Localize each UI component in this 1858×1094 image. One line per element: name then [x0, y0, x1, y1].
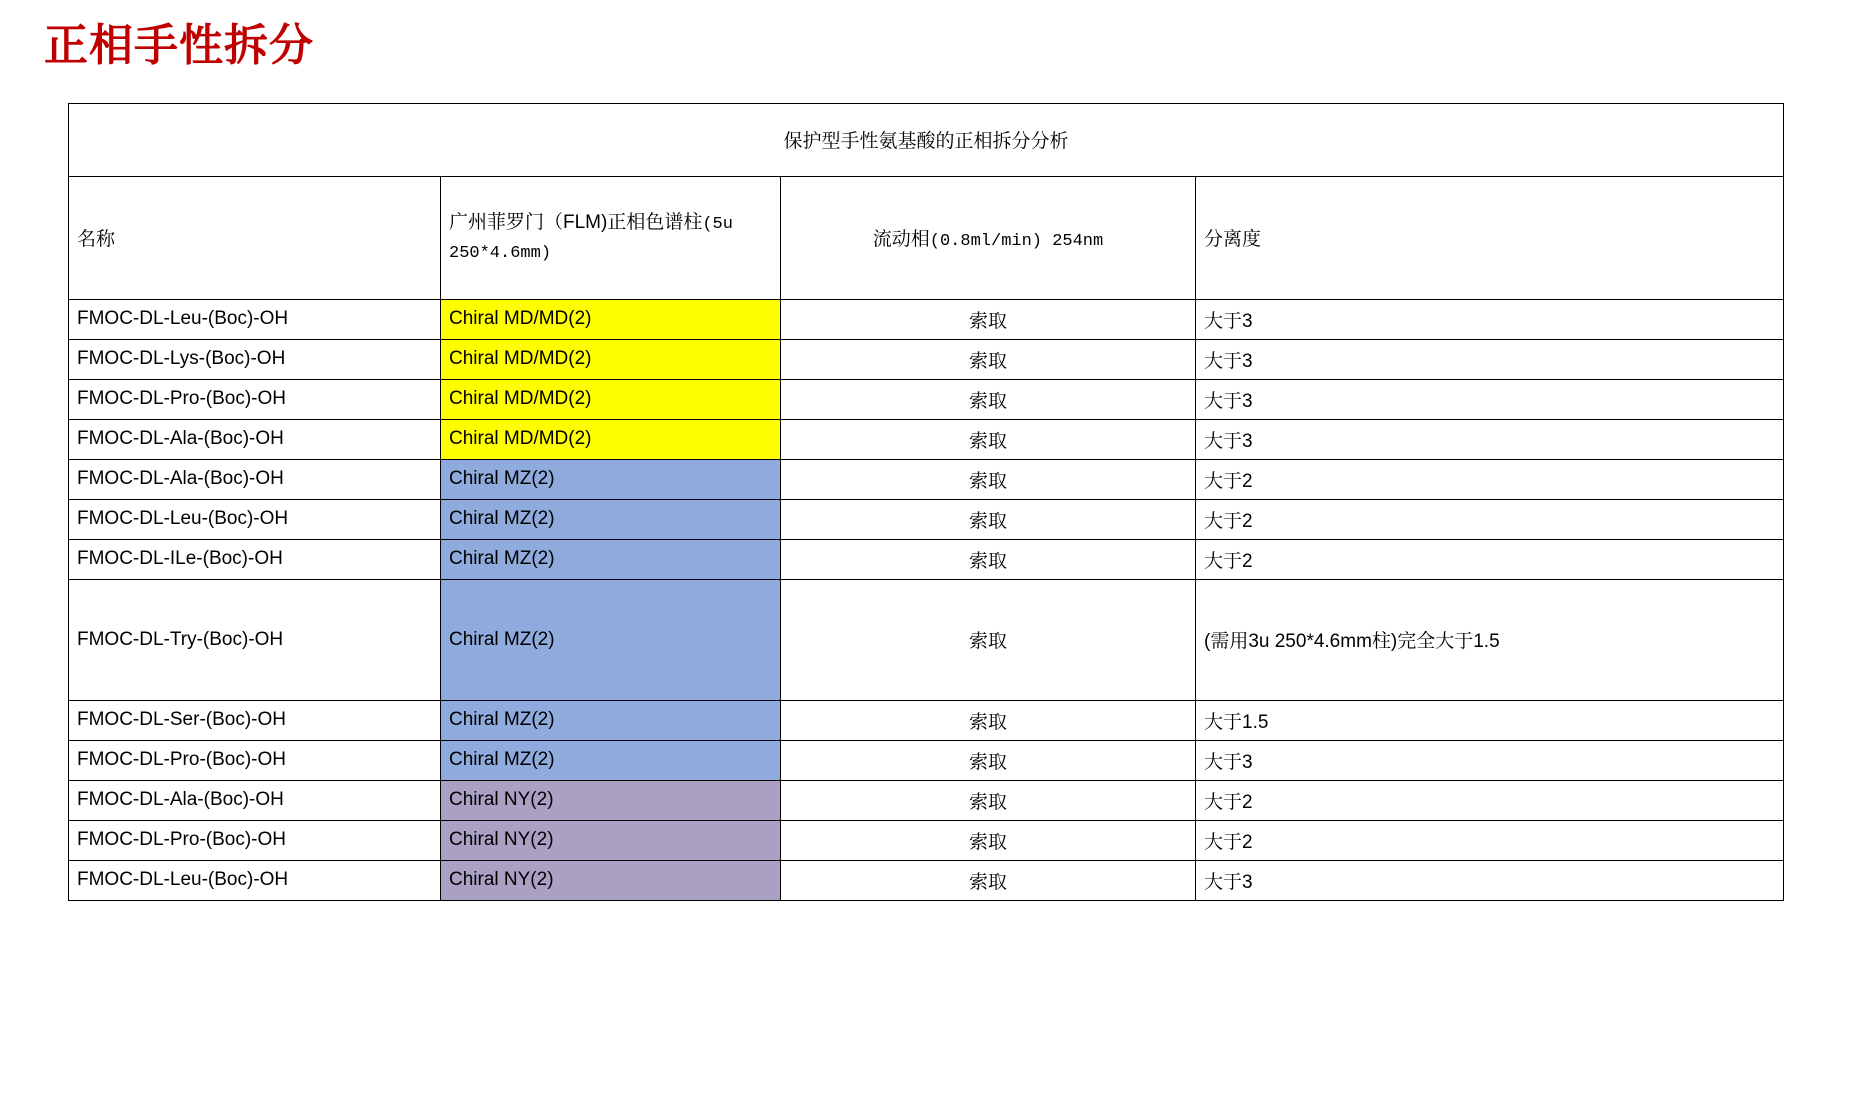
- cell-column: Chiral MD/MD(2): [441, 379, 781, 419]
- cell-resolution: 大于3: [1196, 419, 1784, 459]
- cell-column: Chiral MZ(2): [441, 539, 781, 579]
- header-mobile-main: 流动相: [872, 229, 930, 251]
- cell-resolution: 大于3: [1196, 740, 1784, 780]
- table-row: [69, 499, 1784, 539]
- cell-name: FMOC-DL-Pro-(Boc)-OH: [69, 820, 441, 860]
- header-mobile-spec: (0.8ml/min) 254nm: [929, 232, 1104, 252]
- cell-resolution: 大于2: [1196, 499, 1784, 539]
- chiral-separation-table: [68, 103, 1784, 901]
- cell-mobile-phase: 索取: [781, 339, 1196, 379]
- cell-column: Chiral MZ(2): [441, 740, 781, 780]
- cell-mobile-phase: 索取: [781, 700, 1196, 740]
- table-row: [69, 419, 1784, 459]
- cell-name: FMOC-DL-Leu-(Boc)-OH: [69, 499, 441, 539]
- header-column-spec: (5u 250*4.6mm): [449, 215, 733, 263]
- cell-resolution: 大于1.5: [1196, 700, 1784, 740]
- cell-mobile-phase: 索取: [781, 740, 1196, 780]
- cell-column: Chiral NY(2): [441, 780, 781, 820]
- cell-column: Chiral MZ(2): [441, 459, 781, 499]
- cell-name: FMOC-DL-Lys-(Boc)-OH: [69, 339, 441, 379]
- table-row: [69, 740, 1784, 780]
- table-body: [69, 103, 1784, 900]
- cell-column: Chiral MD/MD(2): [441, 299, 781, 339]
- cell-resolution: 大于2: [1196, 459, 1784, 499]
- cell-column: Chiral NY(2): [441, 860, 781, 900]
- cell-name: FMOC-DL-Ala-(Boc)-OH: [69, 459, 441, 499]
- cell-column: Chiral MZ(2): [441, 579, 781, 700]
- table-row: [69, 579, 1784, 700]
- cell-resolution: 大于3: [1196, 339, 1784, 379]
- cell-column: Chiral MD/MD(2): [441, 339, 781, 379]
- cell-name: FMOC-DL-ILe-(Boc)-OH: [69, 539, 441, 579]
- table-row: [69, 700, 1784, 740]
- table-caption-row: [69, 103, 1784, 176]
- header-name: 名称: [69, 176, 441, 299]
- cell-resolution: 大于2: [1196, 780, 1784, 820]
- cell-resolution: 大于2: [1196, 539, 1784, 579]
- cell-mobile-phase: 索取: [781, 499, 1196, 539]
- cell-mobile-phase: 索取: [781, 820, 1196, 860]
- cell-name: FMOC-DL-Ala-(Boc)-OH: [69, 419, 441, 459]
- cell-column: Chiral NY(2): [441, 820, 781, 860]
- cell-name: FMOC-DL-Try-(Boc)-OH: [69, 579, 441, 700]
- cell-mobile-phase: 索取: [781, 459, 1196, 499]
- cell-name: FMOC-DL-Ser-(Boc)-OH: [69, 700, 441, 740]
- cell-name: FMOC-DL-Leu-(Boc)-OH: [69, 860, 441, 900]
- cell-mobile-phase: 索取: [781, 860, 1196, 900]
- cell-resolution: (需用3u 250*4.6mm柱)完全大于1.5: [1196, 579, 1784, 700]
- table-row: [69, 379, 1784, 419]
- header-mobile-phase: [781, 176, 1196, 299]
- table-row: [69, 780, 1784, 820]
- header-resolution: 分离度: [1196, 176, 1784, 299]
- cell-resolution: 大于2: [1196, 820, 1784, 860]
- table-container: [68, 103, 1783, 901]
- table-row: [69, 860, 1784, 900]
- cell-mobile-phase: 索取: [781, 379, 1196, 419]
- table-row: [69, 299, 1784, 339]
- cell-name: FMOC-DL-Pro-(Boc)-OH: [69, 740, 441, 780]
- cell-resolution: 大于3: [1196, 860, 1784, 900]
- table-caption: 保护型手性氨基酸的正相拆分分析: [69, 103, 1784, 176]
- table-row: [69, 820, 1784, 860]
- header-column: [441, 176, 781, 299]
- cell-name: FMOC-DL-Ala-(Boc)-OH: [69, 780, 441, 820]
- page-title: 正相手性拆分: [44, 21, 314, 70]
- cell-column: Chiral MZ(2): [441, 700, 781, 740]
- cell-mobile-phase: 索取: [781, 539, 1196, 579]
- cell-resolution: 大于3: [1196, 379, 1784, 419]
- cell-name: FMOC-DL-Leu-(Boc)-OH: [69, 299, 441, 339]
- cell-column: Chiral MD/MD(2): [441, 419, 781, 459]
- cell-mobile-phase: 索取: [781, 780, 1196, 820]
- table-row: [69, 339, 1784, 379]
- cell-name: FMOC-DL-Pro-(Boc)-OH: [69, 379, 441, 419]
- cell-mobile-phase: 索取: [781, 299, 1196, 339]
- cell-mobile-phase: 索取: [781, 419, 1196, 459]
- cell-resolution: 大于3: [1196, 299, 1784, 339]
- header-column-main: 广州菲罗门（FLM)正相色谱柱: [449, 212, 703, 234]
- table-row: [69, 459, 1784, 499]
- cell-mobile-phase: 索取: [781, 579, 1196, 700]
- table-row: [69, 539, 1784, 579]
- cell-column: Chiral MZ(2): [441, 499, 781, 539]
- table-header-row: [69, 176, 1784, 299]
